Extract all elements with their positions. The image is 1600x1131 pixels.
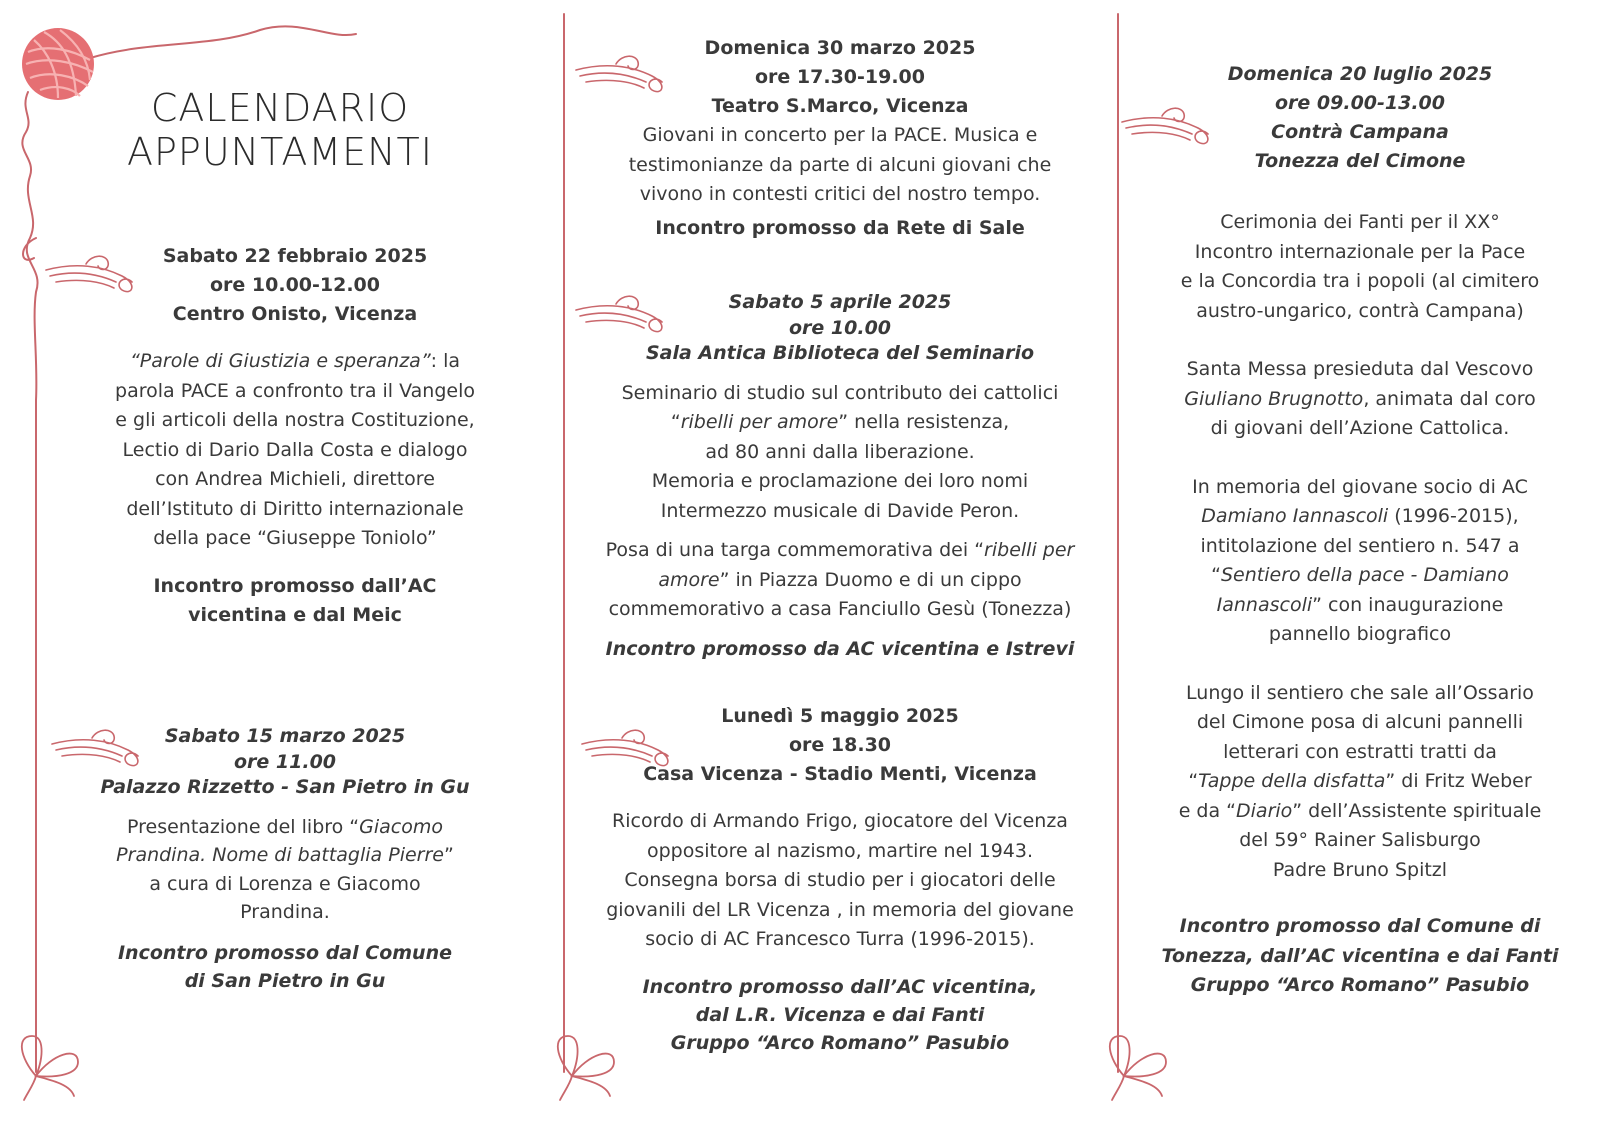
event-promoter: Incontro promosso dal Comune di: [1179, 915, 1541, 937]
event-time: ore 09.00-13.00: [1274, 92, 1445, 114]
event-description-line: dell’Istituto di Diritto internazionale: [126, 497, 464, 520]
event-description-line: con Andrea Michieli, direttore: [155, 468, 435, 490]
event-description-line: Incontro internazionale per la Pace: [1194, 240, 1526, 263]
event-promoter: dal L.R. Vicenza e dai Fanti: [695, 1003, 985, 1026]
event-description-line: Iannascoli” con inaugurazione: [1216, 593, 1504, 616]
event-promoter: Gruppo “Arco Romano” Pasubio: [670, 1031, 1010, 1054]
event-description-line: Posa di una targa commemorativa dei “ribelli per: [605, 539, 1075, 561]
title-line-1: CALENDARIO: [150, 86, 410, 130]
event-promoter: Incontro promosso dall’AC: [153, 574, 437, 597]
event-description-line: vivono in contesti critici del nostro tempo.: [639, 183, 1041, 205]
event-description-line: Santa Messa presieduta dal Vescovo: [1186, 358, 1534, 380]
event-time: ore 10.00: [788, 316, 892, 339]
event-description-line: a cura di Lorenza e Giacomo: [149, 872, 421, 895]
event-description-line: Lungo il sentiero che sale all’Ossario: [1186, 681, 1534, 704]
event-description-line: della pace “Giuseppe Toniolo”: [153, 527, 437, 549]
yarn-curl: [23, 238, 36, 260]
event-promoter: Incontro promosso da AC vicentina e Istrevi: [605, 637, 1075, 660]
event-date: Domenica 30 marzo 2025: [704, 37, 976, 59]
bow-icon: [22, 1036, 78, 1100]
event-description-line: e la Concordia tra i popoli (al cimitero: [1180, 270, 1540, 292]
event-promoter: Incontro promosso dal Comune: [117, 941, 452, 964]
event-promoter: vicentina e dal Meic: [188, 604, 402, 626]
event-description: “Parole di Giustizia e speranza”: la: [129, 350, 461, 372]
event-time: ore 17.30-19.00: [754, 66, 925, 88]
event-description-line: “Sentiero della pace - Damiano: [1211, 564, 1509, 586]
event-description-line: pannello biografico: [1268, 623, 1452, 645]
event-card: [590, 290, 1090, 664]
event-date: Sabato 15 marzo 2025: [164, 725, 406, 747]
event-promoter: Gruppo “Arco Romano” Pasubio: [1190, 974, 1530, 996]
event-description-line: letterari con estratti tratti da: [1223, 740, 1497, 763]
event-card: [95, 724, 475, 996]
event-description-line: Cerimonia dei Fanti per il XX°: [1220, 211, 1500, 233]
event-description-line: intitolazione del sentiero n. 547 a: [1200, 534, 1520, 557]
event-description-line: Seminario di studio sul contributo dei cattolici: [621, 381, 1059, 404]
event-card: [590, 702, 1090, 1057]
event-time: ore 10.00-12.00: [209, 274, 380, 296]
event-description-line: e gli articoli della nostra Costituzione,: [115, 409, 475, 431]
event-description-line: del 59° Rainer Salisburgo: [1239, 829, 1481, 851]
event-description-line: di giovani dell’Azione Cattolica.: [1210, 417, 1510, 439]
event-description-line: Prandina. Nome di battaglia Pierre”: [116, 844, 454, 866]
event-description-line: In memoria del giovane socio di AC: [1192, 475, 1528, 498]
event-promoter: di San Pietro in Gu: [184, 970, 386, 992]
event-description-line: ad 80 anni dalla liberazione.: [705, 440, 975, 463]
event-card: [100, 242, 490, 631]
event-description-line: “ribelli per amore” nella resistenza,: [670, 411, 1010, 433]
page-title: [90, 86, 470, 174]
event-description-line: testimonianze da parte di alcuni giovani che: [628, 153, 1052, 176]
event-description: Presentazione del libro “Giacomo: [126, 815, 444, 838]
title-line-2: APPUNTAMENTI: [127, 130, 433, 174]
event-time: ore 18.30: [788, 734, 892, 756]
event-description-line: Giuliano Brugnotto, animata dal coro: [1184, 387, 1536, 410]
event-place: Casa Vicenza - Stadio Menti, Vicenza: [643, 763, 1037, 785]
event-description-line: Lectio di Dario Dalla Costa e dialogo: [122, 438, 468, 461]
event-card: [600, 34, 1080, 243]
event-description-line: austro-ungarico, contrà Campana): [1196, 299, 1524, 322]
event-date: Lunedì 5 maggio 2025: [721, 705, 959, 727]
event-description-line: socio di AC Francesco Turra (1996-2015).: [645, 928, 1035, 950]
event-description-line: Giovani in concerto per la PACE. Musica e: [642, 124, 1038, 146]
event-place: Tonezza del Cimone: [1254, 150, 1466, 172]
event-place: Sala Antica Biblioteca del Seminario: [645, 342, 1035, 364]
event-description-line: commemorativo a casa Fanciullo Gesù (Tonezza): [608, 598, 1072, 620]
event-description-line: Intermezzo musicale di Davide Peron.: [660, 499, 1020, 522]
event-promoter: Incontro promosso dall’AC vicentina,: [642, 975, 1038, 998]
event-description-line: Memoria e proclamazione dei loro nomi: [651, 470, 1029, 492]
event-place: Contrà Campana: [1271, 121, 1449, 143]
event-description-line: amore” in Piazza Duomo e di un cippo: [658, 568, 1022, 591]
event-description-line: oppositore al nazismo, martire nel 1943.: [646, 839, 1033, 862]
event-description-line: parola PACE a confronto tra il Vangelo: [115, 379, 475, 402]
event-description-line: Prandina.: [240, 901, 330, 923]
event-description-line: del Cimone posa di alcuni pannelli: [1196, 711, 1524, 733]
event-place: Teatro S.Marco, Vicenza: [711, 95, 969, 117]
event-place: Palazzo Rizzetto - San Pietro in Gu: [100, 776, 470, 798]
event-description-line: e da “Diario” dell’Assistente spirituale: [1178, 799, 1542, 822]
event-promoter: Incontro promosso da Rete di Sale: [655, 216, 1025, 239]
event-promoter: Tonezza, dall’AC vicentina e dai Fanti: [1161, 944, 1559, 967]
event-time: ore 11.00: [233, 750, 337, 773]
event-description-line: giovanili del LR Vicenza , in memoria del giovane: [606, 898, 1074, 921]
yarn-ball-icon: [22, 28, 94, 100]
event-date: Domenica 20 luglio 2025: [1227, 63, 1493, 85]
event-description-line: Ricordo di Armando Frigo, giocatore del Vicenza: [612, 810, 1068, 832]
event-card: [1140, 60, 1580, 1001]
event-date: Sabato 22 febbraio 2025: [162, 245, 428, 267]
event-description-line: Padre Bruno Spitzl: [1272, 858, 1448, 881]
event-description-line: Consegna borsa di studio per i giocatori delle: [624, 869, 1056, 891]
event-description-line: Damiano Iannascoli (1996-2015),: [1201, 505, 1519, 527]
event-place: Centro Onisto, Vicenza: [172, 303, 418, 325]
bow-icon: [1110, 1036, 1166, 1100]
event-description-line: “Tappe della disfatta” di Fritz Weber: [1188, 770, 1532, 792]
event-date: Sabato 5 aprile 2025: [728, 291, 952, 313]
